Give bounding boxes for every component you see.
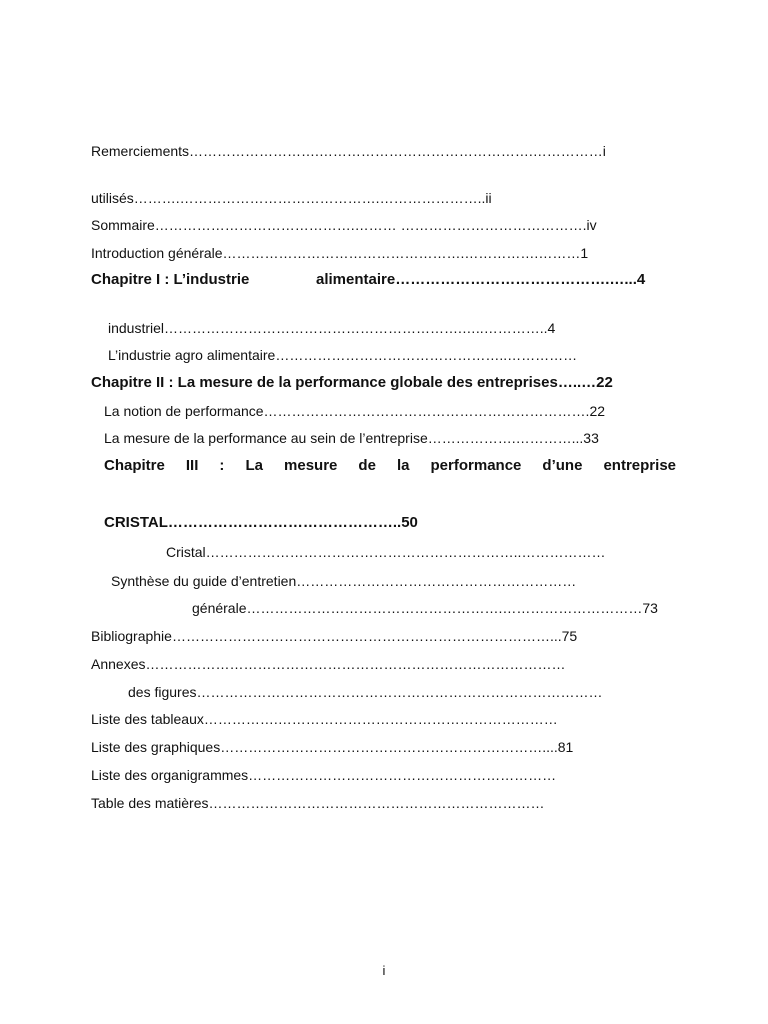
toc-entry-graphiques: Liste des graphiques……………………………………………………………....81 [91, 739, 574, 755]
toc-entry-figures: des figures…………………………………………………………………………… [128, 684, 603, 700]
toc-entry-bibliographie: Bibliographie………………………………………………………………………...75 [91, 628, 578, 644]
toc-chapter-3-line2: CRISTAL………………………………………..50 [104, 514, 418, 531]
toc-entry-agro-alimentaire: L’industrie agro alimentaire…………………………………………..…………… [108, 347, 578, 363]
toc-entry-cristal: Cristal…………………………………………………………..……………… [166, 544, 606, 560]
toc-entry-utilises: utilisés……….…………………………………….…………………..ii [91, 190, 492, 206]
toc-entry-remerciements: Remerciements……………………….……………………………………….……………i [91, 143, 606, 159]
toc-entry-introduction: Introduction générale…………………………………………….…………….………1 [91, 245, 589, 261]
toc-entry-mesure-performance: La mesure de la performance au sein de l’entreprise……………….…………...33 [104, 430, 599, 446]
toc-entry-table-matieres: Table des matières……………………………………………………………… [91, 795, 545, 811]
toc-chapter-1-title: Chapitre I : L’industrie [91, 271, 250, 288]
toc-entry-generale: générale……………………………………………….…………………………73 [192, 600, 658, 616]
toc-entry-annexes: Annexes……………………………………………………………………………… [91, 656, 566, 672]
toc-entry-tableaux: Liste des tableaux…………….…………………………………………………… [91, 711, 558, 727]
toc-entry-notion-performance: La notion de performance…………………………………………………………….22 [104, 403, 606, 419]
toc-chapter-2: Chapitre II : La mesure de la performance globale des entreprises…..…22 [91, 374, 613, 391]
toc-entry-sommaire: Sommaire…………………………………….……… ………………………………….iv [91, 217, 597, 233]
page-number: i [382, 963, 386, 978]
toc-entry-industriel: industriel……………………………………………………….…..…………..4 [108, 320, 556, 336]
toc-chapter-3-line1: Chapitre III : La mesure de la performance d’une entreprise [104, 457, 676, 474]
toc-entry-organigrammes: Liste des organigrammes………………………………………………………… [91, 767, 557, 783]
toc-entry-synthese: Synthèse du guide d’entretien…………………………………………………… [111, 573, 577, 589]
toc-chapter-1-page: alimentaire…………………………………….…...4 [316, 271, 646, 288]
